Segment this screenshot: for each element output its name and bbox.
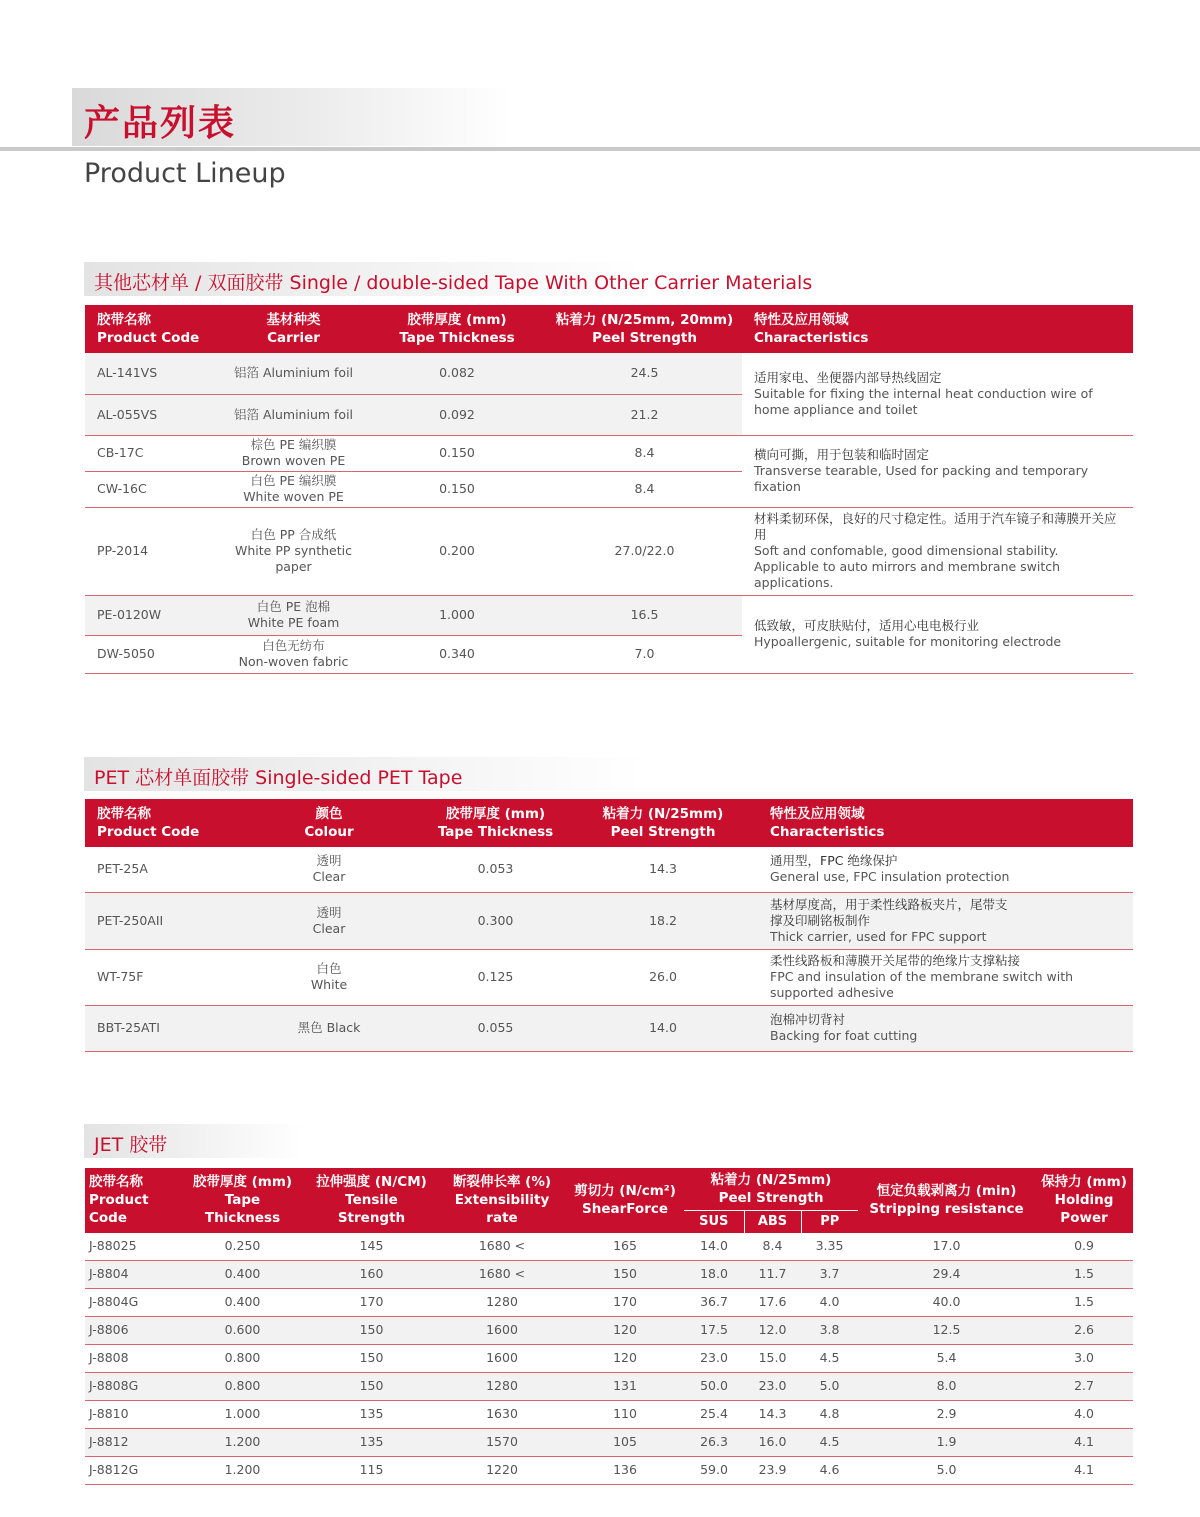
cell-extensibility: 1220 — [438, 1456, 566, 1484]
header-thickness: 胶带厚度 (mm) Tape Thickness — [423, 799, 568, 847]
cell-tensile: 150 — [305, 1372, 438, 1400]
cell-colour: 白色 White — [235, 949, 423, 1005]
cell-thickness: 1.200 — [180, 1456, 305, 1484]
cell-characteristics: 通用型，FPC 绝缘保护 General use, FPC insulation protection — [758, 847, 1133, 892]
header-sus: SUS — [684, 1211, 744, 1233]
cell-colour: 透明 Clear — [235, 892, 423, 949]
cell-tensile: 115 — [305, 1456, 438, 1484]
cell-code: PP-2014 — [85, 507, 220, 595]
cell-thickness: 0.092 — [367, 394, 547, 435]
cell-pp: 4.0 — [801, 1288, 858, 1316]
cell-thickness: 0.082 — [367, 353, 547, 394]
cell-extensibility: 1680 < — [438, 1260, 566, 1288]
cell-code: DW-5050 — [85, 635, 220, 673]
cell-sus: 36.7 — [684, 1288, 744, 1316]
cell-shear: 120 — [566, 1316, 684, 1344]
table-row — [85, 1260, 1133, 1288]
cell-peel: 8.4 — [547, 435, 742, 471]
cell-code: PET-250AII — [85, 892, 235, 949]
cell-code: BBT-25ATI — [85, 1005, 235, 1051]
cell-extensibility: 1280 — [438, 1372, 566, 1400]
cell-extensibility: 1600 — [438, 1316, 566, 1344]
cell-characteristics: 适用家电、坐便器内部导热线固定 Suitable for fixing the internal heat conduction wire of home appliance and toilet — [742, 353, 1133, 435]
cell-holding: 4.1 — [1035, 1428, 1133, 1456]
cell-thickness: 0.600 — [180, 1316, 305, 1344]
cell-colour: 黑色 Black — [235, 1005, 423, 1051]
header-extensibility: 断裂伸长率 (%) Extensibility rate — [438, 1168, 566, 1233]
header-carrier: 基材种类 Carrier — [220, 305, 367, 353]
section2-table — [85, 799, 1133, 1052]
cell-sus: 17.5 — [684, 1316, 744, 1344]
cell-code: WT-75F — [85, 949, 235, 1005]
table-row — [85, 1288, 1133, 1316]
cell-carrier: 白色无纺布 Non-woven fabric — [220, 635, 367, 673]
cell-peel: 8.4 — [547, 471, 742, 507]
cell-tensile: 150 — [305, 1344, 438, 1372]
cell-stripping: 40.0 — [858, 1288, 1035, 1316]
cell-sus: 25.4 — [684, 1400, 744, 1428]
cell-holding: 1.5 — [1035, 1288, 1133, 1316]
cell-thickness: 0.300 — [423, 892, 568, 949]
cell-thickness: 0.125 — [423, 949, 568, 1005]
cell-thickness: 0.400 — [180, 1260, 305, 1288]
cell-sus: 23.0 — [684, 1344, 744, 1372]
cell-stripping: 12.5 — [858, 1316, 1035, 1344]
table-row — [85, 1372, 1133, 1400]
table-header-row — [85, 799, 1133, 847]
page-title-en: Product Lineup — [84, 158, 286, 189]
header-characteristics: 特性及应用领域 Characteristics — [758, 799, 1133, 847]
cell-thickness: 0.053 — [423, 847, 568, 892]
table-row — [85, 1316, 1133, 1344]
cell-carrier: 白色 PE 泡棉 White PE foam — [220, 595, 367, 635]
cell-code: PE-0120W — [85, 595, 220, 635]
cell-code: J-8808 — [85, 1344, 180, 1372]
table-row — [85, 1428, 1133, 1456]
section2-title: PET 芯材单面胶带 Single-sided PET Tape — [94, 767, 463, 789]
table-row — [85, 507, 1133, 595]
table-row — [85, 1344, 1133, 1372]
cell-characteristics: 材料柔韧环保，良好的尺寸稳定性。适用于汽车镜子和薄膜开关应用 Soft and confomable, good dimensional stability. Applicable to auto mirrors and membrane switch applications. — [742, 507, 1133, 595]
cell-holding: 4.1 — [1035, 1456, 1133, 1484]
cell-sus: 14.0 — [684, 1233, 744, 1261]
cell-code: AL-141VS — [85, 353, 220, 394]
cell-pp: 4.5 — [801, 1428, 858, 1456]
cell-carrier: 棕色 PE 编织膜 Brown woven PE — [220, 435, 367, 471]
table-row — [85, 435, 1133, 471]
header-tensile: 拉伸强度 (N/CM) Tensile Strength — [305, 1168, 438, 1233]
cell-abs: 17.6 — [744, 1288, 801, 1316]
cell-thickness: 1.000 — [180, 1400, 305, 1428]
cell-tensile: 135 — [305, 1428, 438, 1456]
cell-pp: 5.0 — [801, 1372, 858, 1400]
cell-tensile: 160 — [305, 1260, 438, 1288]
cell-thickness: 0.800 — [180, 1372, 305, 1400]
cell-peel: 26.0 — [568, 949, 758, 1005]
cell-tensile: 170 — [305, 1288, 438, 1316]
cell-holding: 2.6 — [1035, 1316, 1133, 1344]
table-row — [85, 1400, 1133, 1428]
table-row — [85, 1005, 1133, 1051]
cell-pp: 4.5 — [801, 1344, 858, 1372]
cell-peel: 27.0/22.0 — [547, 507, 742, 595]
cell-shear: 105 — [566, 1428, 684, 1456]
header-product-code: 胶带名称 Product Code — [85, 1168, 180, 1233]
table-row — [85, 847, 1133, 892]
cell-pp: 4.8 — [801, 1400, 858, 1428]
cell-code: J-8812 — [85, 1428, 180, 1456]
cell-extensibility: 1570 — [438, 1428, 566, 1456]
cell-extensibility: 1600 — [438, 1344, 566, 1372]
cell-characteristics: 基材厚度高，用于柔性线路板夹片，尾带支撑及印刷铭板制作 Thick carrier, used for FPC support — [758, 892, 1133, 949]
cell-code: J-8812G — [85, 1456, 180, 1484]
cell-code: J-8808G — [85, 1372, 180, 1400]
cell-holding: 2.7 — [1035, 1372, 1133, 1400]
cell-tensile: 135 — [305, 1400, 438, 1428]
cell-abs: 14.3 — [744, 1400, 801, 1428]
cell-shear: 110 — [566, 1400, 684, 1428]
cell-holding: 0.9 — [1035, 1233, 1133, 1261]
cell-shear: 136 — [566, 1456, 684, 1484]
cell-peel: 7.0 — [547, 635, 742, 673]
cell-abs: 12.0 — [744, 1316, 801, 1344]
cell-code: J-8806 — [85, 1316, 180, 1344]
cell-pp: 3.35 — [801, 1233, 858, 1261]
header-holding: 保持力 (mm) Holding Power — [1035, 1168, 1133, 1233]
cell-extensibility: 1280 — [438, 1288, 566, 1316]
cell-stripping: 17.0 — [858, 1233, 1035, 1261]
cell-abs: 8.4 — [744, 1233, 801, 1261]
cell-characteristics: 低致敏，可皮肤贴付，适用心电电极行业 Hypoallergenic, suitable for monitoring electrode — [742, 595, 1133, 673]
cell-stripping: 29.4 — [858, 1260, 1035, 1288]
cell-code: J-88025 — [85, 1233, 180, 1261]
table-row — [85, 1456, 1133, 1484]
header-peel: 粘着力 (N/25mm, 20mm) Peel Strength — [547, 305, 742, 353]
header-peel: 粘着力 (N/25mm) Peel Strength — [568, 799, 758, 847]
table-row — [85, 353, 1133, 394]
table-header-row — [85, 305, 1133, 353]
cell-abs: 15.0 — [744, 1344, 801, 1372]
cell-pp: 3.7 — [801, 1260, 858, 1288]
cell-abs: 23.9 — [744, 1456, 801, 1484]
cell-holding: 3.0 — [1035, 1344, 1133, 1372]
cell-peel: 16.5 — [547, 595, 742, 635]
section3-title: JET 胶带 — [94, 1134, 168, 1156]
section3-table — [85, 1168, 1133, 1485]
cell-peel: 14.0 — [568, 1005, 758, 1051]
page-title-cn: 产品列表 — [84, 103, 237, 144]
cell-code: AL-055VS — [85, 394, 220, 435]
cell-thickness: 0.800 — [180, 1344, 305, 1372]
cell-carrier: 白色 PP 合成纸 White PP synthetic paper — [220, 507, 367, 595]
cell-characteristics: 泡棉冲切背衬 Backing for foat cutting — [758, 1005, 1133, 1051]
header-peel: 粘着力 (N/25mm) Peel Strength — [684, 1168, 858, 1211]
cell-code: J-8804G — [85, 1288, 180, 1316]
cell-pp: 4.6 — [801, 1456, 858, 1484]
cell-abs: 11.7 — [744, 1260, 801, 1288]
cell-carrier: 白色 PE 编织膜 White woven PE — [220, 471, 367, 507]
cell-extensibility: 1630 — [438, 1400, 566, 1428]
cell-characteristics: 横向可撕，用于包装和临时固定 Transverse tearable, Used for packing and temporary fixation — [742, 435, 1133, 507]
header-thickness: 胶带厚度 (mm) Tape Thickness — [180, 1168, 305, 1233]
cell-code: J-8804 — [85, 1260, 180, 1288]
table-row — [85, 949, 1133, 1005]
cell-thickness: 0.340 — [367, 635, 547, 673]
cell-carrier: 铝箔 Aluminium foil — [220, 394, 367, 435]
header-shear: 剪切力 (N/cm²) ShearForce — [566, 1168, 684, 1233]
section1-title: 其他芯材单 / 双面胶带 Single / double-sided Tape With Other Carrier Materials — [94, 272, 813, 294]
cell-abs: 16.0 — [744, 1428, 801, 1456]
cell-carrier: 铝箔 Aluminium foil — [220, 353, 367, 394]
cell-shear: 131 — [566, 1372, 684, 1400]
cell-thickness: 1.200 — [180, 1428, 305, 1456]
cell-code: CW-16C — [85, 471, 220, 507]
header-product-code: 胶带名称 Product Code — [85, 305, 220, 353]
cell-shear: 120 — [566, 1344, 684, 1372]
cell-holding: 4.0 — [1035, 1400, 1133, 1428]
cell-abs: 23.0 — [744, 1372, 801, 1400]
cell-shear: 170 — [566, 1288, 684, 1316]
cell-stripping: 8.0 — [858, 1372, 1035, 1400]
cell-code: CB-17C — [85, 435, 220, 471]
cell-thickness: 0.250 — [180, 1233, 305, 1261]
cell-extensibility: 1680 < — [438, 1233, 566, 1261]
cell-peel: 21.2 — [547, 394, 742, 435]
cell-thickness: 0.055 — [423, 1005, 568, 1051]
table-row — [85, 892, 1133, 949]
header-product-code: 胶带名称 Product Code — [85, 799, 235, 847]
cell-peel: 14.3 — [568, 847, 758, 892]
header-pp: PP — [801, 1211, 858, 1233]
header-stripping: 恒定负载剥离力 (min) Stripping resistance — [858, 1168, 1035, 1233]
title-divider — [0, 147, 1200, 151]
header-characteristics: 特性及应用领域 Characteristics — [742, 305, 1133, 353]
cell-stripping: 1.9 — [858, 1428, 1035, 1456]
cell-code: PET-25A — [85, 847, 235, 892]
cell-tensile: 150 — [305, 1316, 438, 1344]
table-row — [85, 595, 1133, 635]
cell-code: J-8810 — [85, 1400, 180, 1428]
header-colour: 颜色 Colour — [235, 799, 423, 847]
cell-stripping: 5.4 — [858, 1344, 1035, 1372]
cell-pp: 3.8 — [801, 1316, 858, 1344]
cell-holding: 1.5 — [1035, 1260, 1133, 1288]
cell-thickness: 0.400 — [180, 1288, 305, 1316]
cell-peel: 18.2 — [568, 892, 758, 949]
cell-sus: 50.0 — [684, 1372, 744, 1400]
header-thickness: 胶带厚度 (mm) Tape Thickness — [367, 305, 547, 353]
cell-shear: 150 — [566, 1260, 684, 1288]
cell-peel: 24.5 — [547, 353, 742, 394]
section1-table — [85, 305, 1133, 674]
table-row — [85, 1233, 1133, 1261]
cell-thickness: 0.150 — [367, 471, 547, 507]
cell-sus: 18.0 — [684, 1260, 744, 1288]
cell-stripping: 5.0 — [858, 1456, 1035, 1484]
cell-sus: 26.3 — [684, 1428, 744, 1456]
cell-stripping: 2.9 — [858, 1400, 1035, 1428]
header-abs: ABS — [744, 1211, 801, 1233]
cell-sus: 59.0 — [684, 1456, 744, 1484]
cell-thickness: 0.200 — [367, 507, 547, 595]
cell-thickness: 1.000 — [367, 595, 547, 635]
cell-colour: 透明 Clear — [235, 847, 423, 892]
cell-thickness: 0.150 — [367, 435, 547, 471]
table-header-row — [85, 1168, 1133, 1211]
cell-shear: 165 — [566, 1233, 684, 1261]
cell-characteristics: 柔性线路板和薄膜开关尾带的绝缘片支撑粘接 FPC and insulation of the membrane switch with supported adhesive — [758, 949, 1133, 1005]
cell-tensile: 145 — [305, 1233, 438, 1261]
